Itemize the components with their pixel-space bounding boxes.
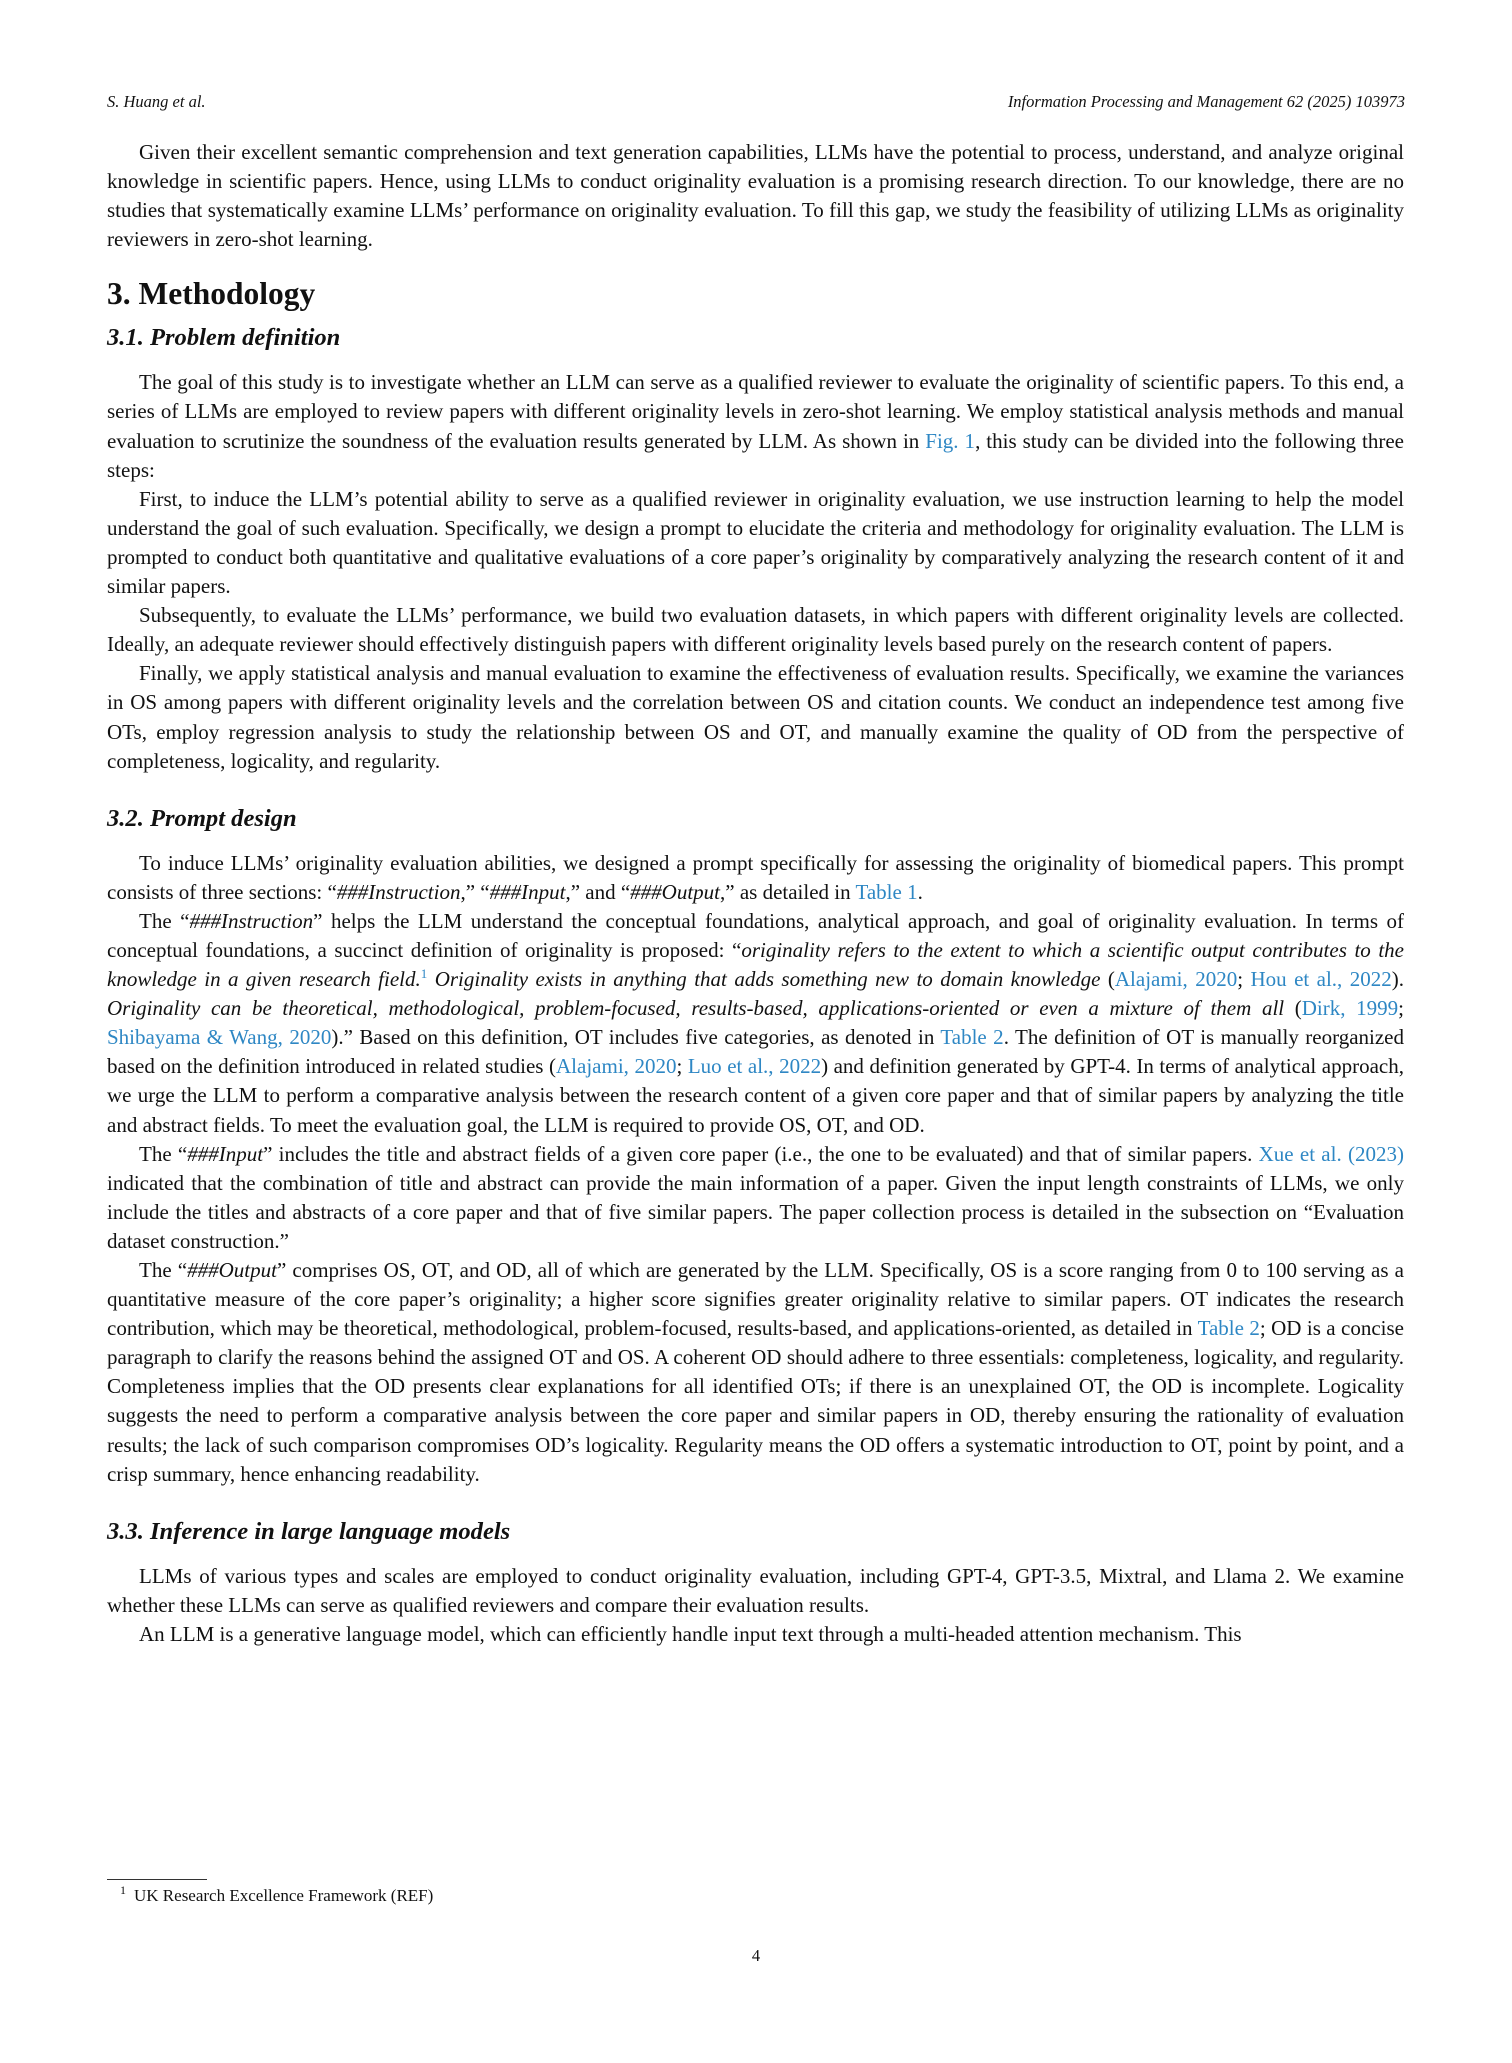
paragraph: Finally, we apply statistical analysis and manual evaluation to examine the effectiveness of evaluation results. Specifically, we examine the variances in OS among papers with different originality levels and the correlation between OS and citation counts. We conduct an independence test among five OTs, employ regression analysis to study the relationship between OS and OT, and manually examine the quality of OD from the perspective of completeness, logicality, and regularity. [107,661,1404,773]
header-journal: Information Processing and Management 62 (2025) 103973 [1007,92,1405,111]
citation-link[interactable]: Alajami, 2020 [1114,967,1238,992]
intro-paragraph: Given their excellent semantic comprehension and text generation capabilities, LLMs have the potential to process, understand, and analyze original knowledge in scientific papers. Hence, using LLMs to conduct originality evaluation is a promising research direction. To our knowledge, there are no studies that systematically examine LLMs’ performance on originality evaluation. To fill this gap, we study the feasibility of utilizing LLMs as originality reviewers in zero-shot learning. [107,140,1404,252]
paragraph: LLMs of various types and scales are employed to conduct originality evaluation, including GPT-4, GPT-3.5, Mixtral, and Llama 2. We examine whether these LLMs can serve as qualified reviewers and compare their evaluation results. [107,1563,1404,1617]
footnote-marker[interactable]: 1 [420,966,428,982]
paragraph: The goal of this study is to investigate whether an LLM can serve as a qualified reviewer to evaluate the originality of scientific papers. To this end, a series of LLMs are employed to review papers with different originality levels in zero-shot learning. We employ statistical analysis methods and manual evaluation to scrutinize the soundness of the evaluation results generated by LLM. As shown in Fig. 1, this study can be divided into the following three steps: [107,370,1404,482]
figure-link[interactable]: Fig. 1 [925,428,976,453]
paragraph: First, to induce the LLM’s potential ability to serve as a qualified reviewer in originality evaluation, we use instruction learning to help the model understand the goal of such evaluation. Specifically, we design a prompt to elucidate the criteria and methodology for originality evaluation. The LLM is prompted to conduct both quantitative and qualitative evaluations of a core paper’s originality by comparatively analyzing the research content of it and similar papers. [107,486,1404,599]
footnote-number: 1 [120,1883,126,1898]
section-heading-methodology: 3. Methodology [107,276,316,312]
paragraph: The “###Instruction” helps the LLM understand the conceptual foundations, analytical approach, and goal of originality evaluation. In terms of conceptual foundations, a succinct definition of originality is proposed: “originality refers to the extent to which a scientific output contributes to the knowledge in a given research field.$^1$ Originality exists in anything that adds something new to domain knowledge (Alajami, 2020; Hou et al., 2022). Originality can be theoretical, methodological, problem-focused, results-based, applications-oriented or even a mixture of them all (Dirk, 1999; Shibayama & Wang, 2020).” Based on this definition, OT includes five categories, as denoted in Table 2. The definition of OT is manually reorganized based on the definition introduced in related studies (Alajami, 2020; Luo et al., 2022) and definition generated by GPT-4. In terms of analytical approach, we urge the LLM to perform a comparative analysis between the research content of a given core paper and that of similar papers by analyzing the title and abstract fields. To meet the evaluation goal, the LLM is required to provide OS, OT, and OD. [107,908,1405,1137]
page-number: 4 [751,1946,761,1965]
subsection-heading-inference: 3.3. Inference in large language models [107,1517,511,1545]
subsection-heading-problem-definition: 3.1. Problem definition [107,324,341,352]
citation-link[interactable]: Luo et al., 2022 [687,1054,822,1079]
citation-link[interactable]: Xue et al. (2023) [1258,1141,1404,1166]
citation-link[interactable]: Dirk, 1999 [1301,996,1399,1021]
paragraph: An LLM is a generative language model, which can efficiently handle input text through a multi-headed attention mechanism. This [139,1621,1242,1646]
table-link[interactable]: Table 2 [940,1025,1004,1050]
paragraph: Subsequently, to evaluate the LLMs’ performance, we build two evaluation datasets, in which papers with different originality levels are collected. Ideally, an adequate reviewer should effectively distinguish papers with different originality levels based purely on the research content of papers. [107,603,1404,657]
footnote [120,1884,433,1908]
header-authors: S. Huang et al. [107,92,206,111]
citation-link[interactable]: Shibayama & Wang, 2020 [107,1025,332,1050]
page-body [107,138,1404,1649]
table-link[interactable]: Table 2 [1197,1316,1260,1341]
table-link[interactable]: Table 1 [855,879,918,904]
citation-link[interactable]: Alajami, 2020 [556,1054,677,1079]
paragraph: To induce LLMs’ originality evaluation abilities, we designed a prompt specifically for assessing the originality of biomedical papers. This prompt consists of three sections: “###Instruction,” “###Input,” and “###Output,” as detailed in Table 1. [107,850,1404,904]
paragraph: The “###Output” comprises OS, OT, and OD, all of which are generated by the LLM. Specifically, OS is a score ranging from 0 to 100 serving as a quantitative measure of the core paper’s originality; a higher score signifies greater originality relative to similar papers. OT indicates the research contribution, which may be theoretical, methodological, problem-focused, results-based, and applications-oriented, as detailed in Table 2; OD is a concise paragraph to clarify the reasons behind the assigned OT and OS. A coherent OD should adhere to three essentials: completeness, logicality, and regularity. Completeness implies that the OD presents clear explanations for all identified OTs; if there is an unexplained OT, the OD is incomplete. Logicality suggests the need to perform a comparative analysis between the core paper and similar papers in OD, thereby ensuring the rationality of evaluation results; the lack of such comparison compromises OD’s logicality. Regularity means the OD offers a systematic introduction to OT, point by point, and a crisp summary, hence enhancing readability. [107,1258,1405,1486]
citation-link[interactable]: Hou et al., 2022 [1250,967,1392,992]
paragraph: The “###Input” includes the title and abstract fields of a given core paper (i.e., the one to be evaluated) and that of similar papers. Xue et al. (2023) indicated that the combination of title and abstract can provide the main information of a paper. Given the input length constraints of LLMs, we only include the titles and abstracts of a core paper and that of five similar papers. The paper collection process is detailed in the subsection on “Evaluation dataset construction.” [107,1141,1404,1253]
footnote-divider [107,1879,207,1880]
footnote-text: UK Research Excellence Framework (REF) [134,1886,434,1905]
running-header [107,92,1405,112]
subsection-heading-prompt-design: 3.2. Prompt design [107,804,297,832]
